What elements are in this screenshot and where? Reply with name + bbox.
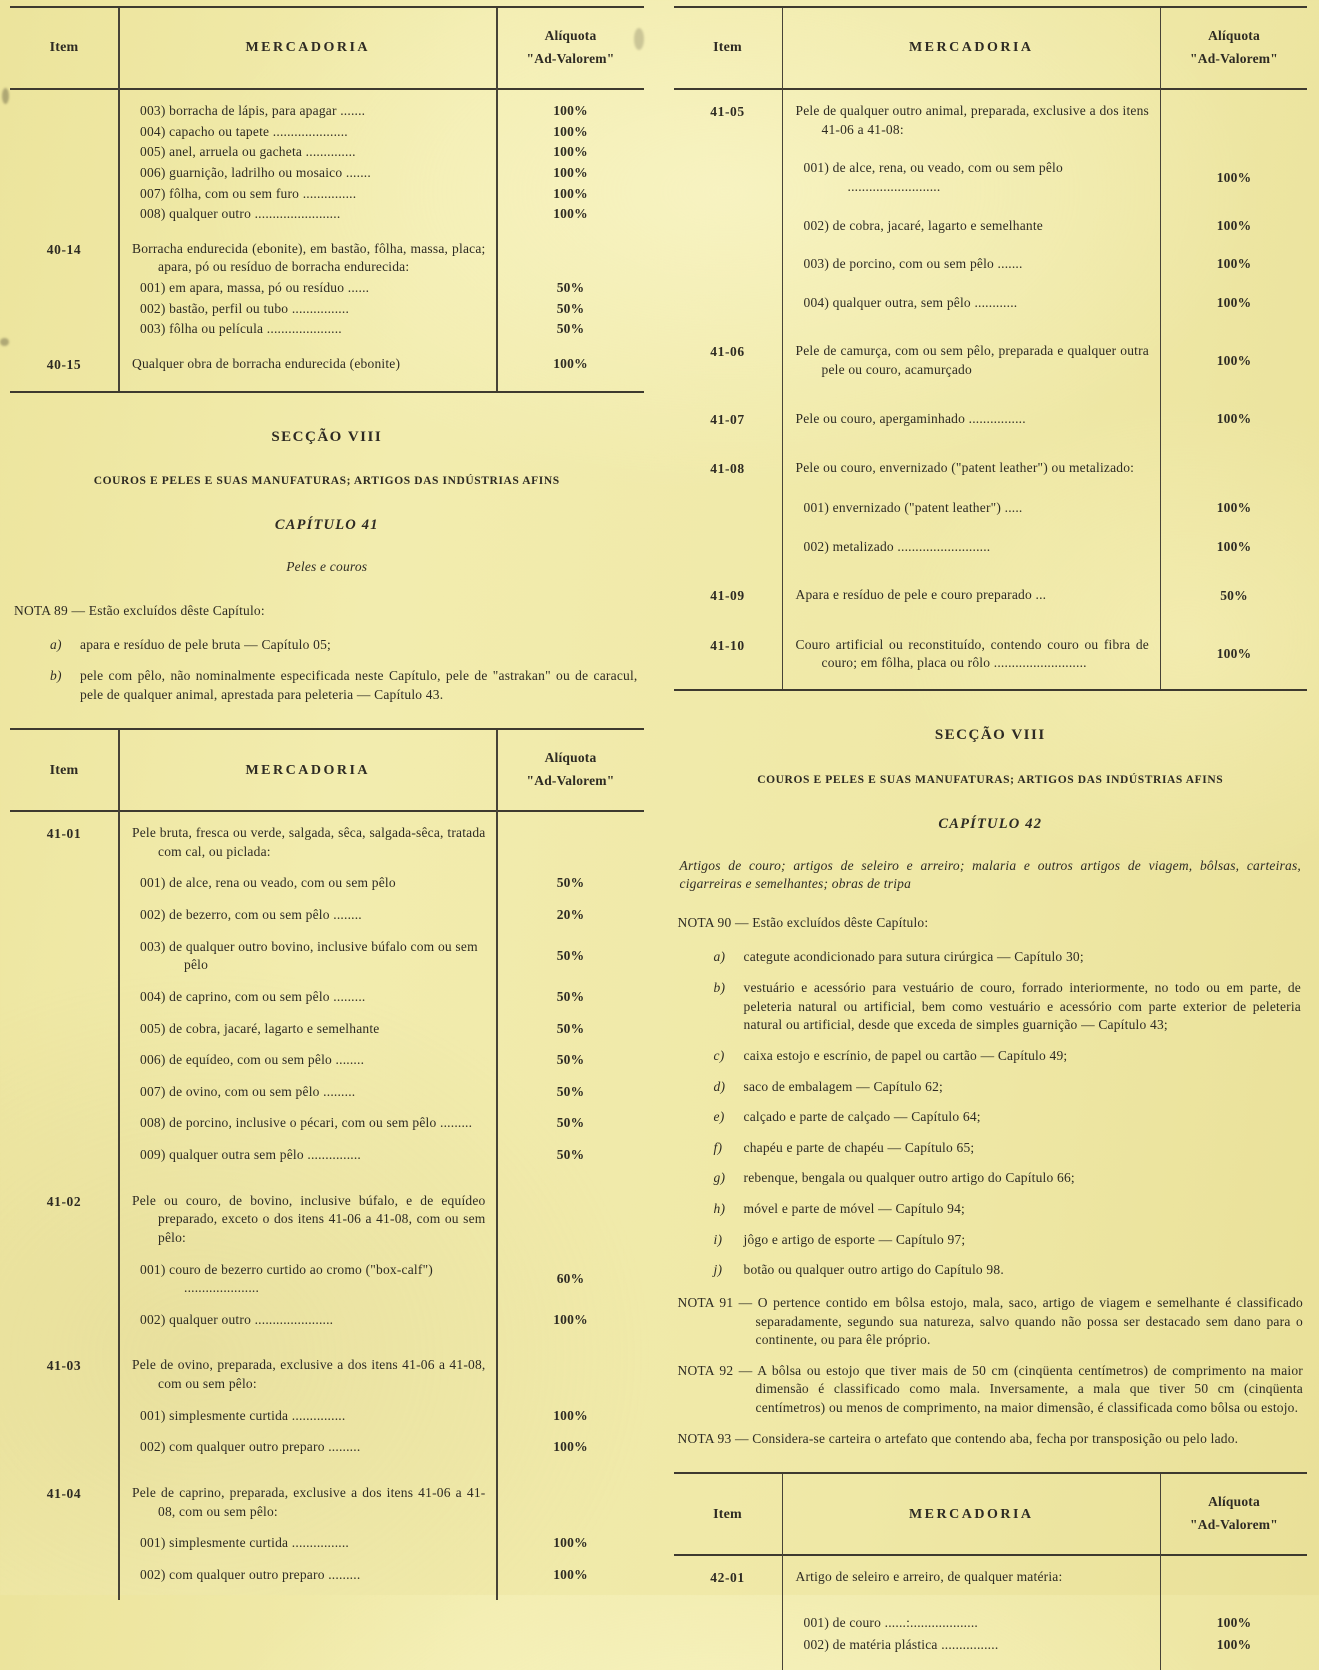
section-subtitle: COUROS E PELES E SUAS MANUFATURAS; ARTIGOS DAS INDÚSTRIAS AFINS (93, 475, 560, 488)
ad-valorem-label: "Ad-Valorem" (526, 773, 615, 789)
item-description: Apara e resíduo de pele e couro preparado ... (795, 587, 1047, 603)
table-body (674, 90, 1308, 689)
item-code (674, 499, 782, 518)
item-rate: 100% (553, 185, 588, 201)
nota-paragraph: NOTA 92 — A bôlsa ou estojo que tiver mais de 50 cm (cinqüenta centímetros) de comprimento na maior dimensão é classificado como mala. Inversamente, a mala que tiver 50 cm (cinqüenta centímetros) ou menos de comprimento, na maior dimensão, é classificada como bôlsa ou estojo. (677, 1362, 1303, 1416)
item-description: Pele ou couro, de bovino, inclusive búfalo, e de equídeo preparado, exceto o dos itens 41-06 a 41-08, com ou sem pêlo: (132, 1192, 486, 1245)
item-code: 41-08 (710, 461, 745, 477)
table-row (674, 255, 1308, 274)
exclusion-list (50, 636, 638, 704)
scan-artifact (2, 88, 9, 104)
exclusion-letter: a) (713, 949, 726, 965)
item-description: 001) couro de bezerro curtido ao cromo ("box-calf") ..................... (140, 1261, 433, 1296)
item-description: 002) de matéria plástica ................ (803, 1636, 999, 1652)
item-code (10, 1311, 118, 1330)
item-code (10, 906, 118, 925)
ad-valorem-label: "Ad-Valorem" (1190, 51, 1278, 66)
table-row (10, 1438, 644, 1457)
item-code (674, 1636, 782, 1655)
table-row (674, 499, 1308, 518)
item-description: 006) guarnição, ladrilho ou mosaico ....... (140, 164, 371, 180)
item-code: 41-09 (710, 588, 745, 604)
table-row (10, 185, 644, 204)
exclusion-letter: a) (50, 637, 62, 653)
item-code: 41-04 (46, 1485, 82, 1501)
table-row (674, 538, 1308, 557)
item-code: 42-01 (710, 1570, 745, 1586)
item-code (10, 1020, 118, 1039)
item-description: Pele de qualquer outro animal, preparada, exclusive a dos itens 41-06 a 41-08: (795, 103, 1149, 137)
item-rate: 100% (553, 1407, 588, 1423)
table-row (674, 159, 1308, 196)
item-code: 41-01 (46, 826, 82, 842)
item-description: 005) de cobra, jacaré, lagarto e semelhante (140, 1020, 380, 1036)
table-row (10, 320, 644, 339)
exclusion-item (714, 1231, 1302, 1250)
exclusion-item (714, 1047, 1302, 1066)
item-rate: 50% (556, 321, 585, 337)
section-subtitle: COUROS E PELES E SUAS MANUFATURAS; ARTIGOS DAS INDÚSTRIAS AFINS (757, 773, 1224, 786)
col-header-aliquota (498, 747, 644, 793)
item-rate: 100% (553, 144, 588, 160)
col-header-item: Item (49, 40, 79, 56)
column-divider (118, 730, 120, 1600)
exclusion-letter: g) (713, 1170, 726, 1186)
item-rate: 100% (1216, 352, 1252, 368)
section-viii-chapter-42 (674, 725, 1308, 1448)
exclusion-text: móvel e parte de móvel — Capítulo 94; (743, 1201, 965, 1217)
item-code (10, 1438, 118, 1457)
item-rate: 100% (1216, 411, 1252, 427)
exclusion-item (50, 636, 638, 655)
table-row (10, 205, 644, 224)
chapter-subtitle: Peles e couros (286, 559, 368, 575)
item-description: 003) de porcino, com ou sem pêlo ....... (803, 256, 1023, 272)
item-description: Qualquer obra de borracha endurecida (ebonite) (132, 355, 401, 371)
item-description: 001) de alce, rena ou veado, com ou sem pêlo (140, 875, 396, 891)
item-code (674, 1614, 782, 1633)
item-rate: 100% (553, 1566, 588, 1582)
col-header-aliquota (498, 25, 644, 71)
tariff-table-left-bottom (10, 728, 644, 1600)
right-column (674, 6, 1308, 1652)
nota-paragraph: NOTA 93 — Considera-se carteira o artefato que contendo aba, fecha por transposição ou pelo lado. (677, 1430, 1239, 1446)
item-description: 001) de couro ......:................... (803, 1614, 978, 1630)
item-rate: 50% (556, 1147, 585, 1163)
item-code: 41-05 (710, 104, 745, 119)
table-row (10, 1566, 644, 1585)
exclusion-text: caixa estojo e escrínio, de papel ou cartão — Capítulo 49; (743, 1047, 1068, 1063)
exclusion-letter: b) (713, 980, 726, 996)
item-code (10, 123, 118, 142)
table-row (10, 1356, 644, 1393)
item-rate: 100% (1216, 169, 1252, 185)
col-header-mercadoria: MERCADORIA (908, 1506, 1034, 1522)
item-description: 007) de ovino, com ou sem pêlo ......... (140, 1083, 356, 1099)
item-code (10, 143, 118, 162)
item-description: 002) qualquer outro ...................... (140, 1311, 334, 1327)
table-row (10, 1146, 644, 1165)
table-row (674, 1636, 1308, 1655)
exclusion-text: saco de embalagem — Capítulo 62; (743, 1078, 943, 1094)
aliquota-label: Alíquota (544, 28, 597, 44)
item-code: 41-03 (46, 1358, 82, 1374)
column-divider (496, 730, 498, 1600)
item-rate: 100% (553, 356, 588, 372)
item-description: 005) anel, arruela ou gacheta .............. (140, 144, 356, 160)
item-code (10, 1407, 118, 1426)
exclusion-text: rebenque, bengala ou qualquer outro artigo do Capítulo 66; (743, 1170, 1075, 1186)
item-description: 001) em apara, massa, pó ou resíduo ...... (140, 280, 370, 295)
item-rate: 100% (553, 103, 588, 118)
exclusion-letter: e) (713, 1109, 725, 1125)
item-code (10, 1261, 118, 1298)
item-code: 41-02 (46, 1193, 82, 1209)
table-row (674, 1614, 1308, 1633)
item-code (10, 1566, 118, 1585)
table-row (10, 1407, 644, 1426)
exclusion-text: chapéu e parte de chapéu — Capítulo 65; (743, 1139, 975, 1155)
table-row (674, 410, 1308, 430)
table-row (10, 279, 644, 298)
item-description: Pele ou couro, envernizado ("patent leather") ou metalizado: (795, 460, 1135, 476)
table-row (10, 1261, 644, 1298)
exclusion-item (714, 1261, 1302, 1280)
table-row (674, 294, 1308, 313)
col-header-aliquota (1161, 1491, 1307, 1537)
item-description: 004) de caprino, com ou sem pêlo ......... (140, 988, 366, 1004)
chapter-description: Artigos de couro; artigos de seleiro e arreiro; malaria e outros artigos de viagem, bôlsas, carteiras, cigarreiras e semelhantes; obras de tripa (679, 857, 1301, 892)
table-row (10, 1534, 644, 1553)
item-description: Couro artificial ou reconstituído, contendo couro ou fibra de couro; em fôlha, placa ou rôlo .......................... (795, 636, 1149, 671)
item-rate: 50% (556, 1020, 585, 1036)
exclusion-text: botão ou qualquer outro artigo do Capítulo 98. (743, 1262, 1004, 1278)
item-code (674, 294, 782, 313)
item-rate: 100% (1216, 294, 1252, 310)
section-viii-chapter-41 (10, 427, 644, 705)
item-code (10, 1051, 118, 1070)
item-description: 007) fôlha, com ou sem furo ............... (140, 185, 357, 201)
table-row (674, 217, 1308, 236)
item-rate: 100% (1216, 499, 1252, 515)
table-row (10, 906, 644, 925)
item-rate: 50% (556, 1052, 585, 1068)
col-header-item: Item (49, 762, 79, 778)
column-divider (496, 8, 498, 391)
item-code (10, 300, 118, 319)
tariff-table-left-top (10, 6, 644, 393)
item-rate: 50% (556, 300, 585, 316)
item-code (10, 1083, 118, 1102)
exclusion-text: apara e resíduo de pele bruta — Capítulo 05; (80, 637, 331, 653)
table-row (10, 1484, 644, 1521)
table-row (674, 1568, 1308, 1588)
exclusion-item (714, 1108, 1302, 1127)
item-code (10, 164, 118, 183)
exclusion-text: categute acondicionado para sutura cirúrgica — Capítulo 30; (743, 949, 1084, 965)
chapter-title: CAPÍTULO 41 (274, 517, 379, 534)
table-row (10, 1114, 644, 1133)
table-row (10, 1051, 644, 1070)
item-rate: 50% (556, 280, 585, 295)
item-code (674, 255, 782, 274)
table-row (10, 1083, 644, 1102)
item-code (10, 938, 118, 975)
item-rate: 20% (556, 907, 585, 923)
table-row (674, 586, 1308, 606)
item-rate: 100% (553, 123, 588, 139)
item-rate: 50% (556, 947, 585, 963)
item-description: 002) metalizado .......................... (803, 538, 991, 554)
item-description: 006) de equídeo, com ou sem pêlo ........ (140, 1052, 365, 1068)
item-description: 001) simplesmente curtida ................ (140, 1535, 349, 1551)
item-description: Artigo de seleiro e arreiro, de qualquer matéria: (795, 1569, 1063, 1585)
exclusion-item (714, 948, 1302, 967)
item-code (674, 538, 782, 557)
table-row (10, 143, 644, 162)
item-code (10, 320, 118, 339)
aliquota-label: Alíquota (544, 750, 597, 766)
item-code: 40-14 (46, 241, 82, 257)
ad-valorem-label: "Ad-Valorem" (526, 51, 615, 66)
column-divider (1160, 8, 1162, 689)
exclusion-letter: d) (713, 1078, 726, 1094)
item-rate: 100% (553, 1535, 588, 1551)
item-description: Pele bruta, fresca ou verde, salgada, sêca, salgada-sêca, tratada com cal, ou piclada: (132, 825, 486, 859)
exclusion-item (714, 1139, 1302, 1158)
item-code (10, 1534, 118, 1553)
item-description: Pele de ovino, preparada, exclusive a dos itens 41-06 a 41-08, com ou sem pêlo: (132, 1357, 486, 1392)
item-description: Borracha endurecida (ebonite), em bastão, fôlha, massa, placa; apara, pó ou resíduo de borracha endurecida: (132, 240, 486, 275)
item-code: 41-06 (710, 344, 745, 360)
item-description: 002) de bezerro, com ou sem pêlo ........ (140, 907, 362, 923)
table-row (674, 102, 1308, 139)
exclusion-text: vestuário e acessório para vestuário de couro, forrado interiormente, no todo ou em parte, de peleteria natural ou artificial, bem como vestuário e acessório com parte exterior de peleteria natural ou artificial, desde que exceda de simples guarnição — Capítulo 43; (743, 980, 1301, 1033)
table-row (10, 824, 644, 861)
col-header-item: Item (713, 1506, 742, 1522)
item-code (10, 185, 118, 204)
exclusion-text: calçado e parte de calçado — Capítulo 64; (743, 1109, 981, 1125)
item-rate: 50% (556, 875, 585, 891)
col-header-aliquota (1161, 25, 1307, 71)
item-rate: 100% (1216, 1636, 1252, 1652)
exclusion-letter: j) (713, 1262, 723, 1278)
item-code: 40-15 (46, 356, 82, 372)
aliquota-label: Alíquota (1208, 28, 1260, 44)
table-header (10, 730, 644, 812)
item-description: 003) de qualquer outro bovino, inclusive búfalo com ou sem pêlo (140, 938, 478, 973)
table-row (674, 342, 1308, 379)
exclusion-letter: c) (713, 1047, 725, 1063)
col-header-mercadoria: MERCADORIA (245, 40, 371, 56)
item-description: 001) envernizado ("patent leather") ..... (803, 499, 1023, 515)
table-row (10, 240, 644, 277)
table-row (10, 123, 644, 142)
table-body (10, 812, 644, 1600)
left-column (10, 6, 644, 1595)
item-description: 002) de cobra, jacaré, lagarto e semelhante (803, 217, 1043, 233)
item-code (674, 217, 782, 236)
item-description: 002) bastão, perfil ou tubo ................ (140, 300, 350, 316)
exclusion-list (714, 948, 1302, 1280)
table-row (674, 459, 1308, 479)
item-code (10, 874, 118, 893)
table-row (10, 874, 644, 893)
item-rate: 100% (1216, 646, 1252, 662)
nota-89-intro: NOTA 89 — Estão excluídos dêste Capítulo: (14, 602, 265, 618)
table-row (10, 300, 644, 319)
item-description: 003) borracha de lápis, para apagar ....... (140, 103, 366, 118)
item-description: 001) de alce, rena, ou veado, com ou sem pêlo .......................... (803, 160, 1063, 194)
item-description: 004) capacho ou tapete ..................... (140, 123, 348, 139)
item-code (10, 205, 118, 224)
item-description: 001) simplesmente curtida ............... (140, 1407, 346, 1423)
nota-paragraph: NOTA 91 — O pertence contido em bôlsa estojo, mala, saco, artigo de viagem e semelhante é classificado separadamente, segundo sua natureza, salvo quando não possa ser destacado sem dano para o continente, ou para êle próprio. (677, 1294, 1303, 1348)
table-row (10, 938, 644, 975)
section-title: SECÇÃO VIII (934, 727, 1046, 743)
item-code (10, 1114, 118, 1133)
tariff-table-right-top (674, 6, 1308, 691)
section-title: SECÇÃO VIII (271, 428, 383, 445)
table-row (674, 636, 1308, 673)
exclusion-item (714, 979, 1302, 1035)
exclusion-item (714, 1169, 1302, 1188)
ad-valorem-label: "Ad-Valorem" (1190, 1517, 1278, 1533)
item-code (10, 102, 118, 121)
item-description: 008) qualquer outro ........................ (140, 206, 341, 222)
item-rate: 50% (556, 1115, 585, 1131)
exclusion-text: jôgo e artigo de esporte — Capítulo 97; (743, 1231, 966, 1247)
exclusion-letter: f) (713, 1139, 723, 1155)
col-header-mercadoria: MERCADORIA (245, 762, 371, 778)
table-body (10, 90, 644, 391)
column-divider (118, 8, 120, 391)
exclusion-text: pele com pêlo, não nominalmente especificada neste Capítulo, pele de "astrakan" ou de caracul, pele de qualquer animal, aprestada para peleteria — Capítulo 43. (80, 667, 638, 702)
exclusion-letter: i) (713, 1231, 723, 1247)
item-rate: 50% (1220, 587, 1248, 603)
item-code: 41-10 (710, 637, 745, 653)
table-row (10, 102, 644, 121)
table-header (10, 8, 644, 90)
item-rate: 60% (556, 1270, 585, 1286)
notas-91-93 (678, 1294, 1304, 1448)
exclusion-item (714, 1078, 1302, 1097)
aliquota-label: Alíquota (1208, 1494, 1260, 1510)
exclusion-item (714, 1200, 1302, 1219)
item-description: Pele de camurça, com ou sem pêlo, preparada e qualquer outra pele ou couro, acamurçado (795, 343, 1149, 377)
item-description: 002) com qualquer outro preparo ......... (140, 1439, 361, 1455)
table-row (10, 355, 644, 375)
exclusion-letter: b) (50, 667, 62, 683)
item-code (10, 1146, 118, 1165)
chapter-title: CAPÍTULO 42 (938, 815, 1043, 832)
table-row (10, 1020, 644, 1039)
table-header (674, 8, 1308, 90)
item-code (10, 279, 118, 298)
item-code (674, 159, 782, 196)
nota-90-intro: NOTA 90 — Estão excluídos dêste Capítulo: (677, 914, 929, 930)
item-rate: 100% (553, 206, 588, 222)
column-divider (782, 1474, 784, 1670)
item-rate: 100% (1216, 1614, 1252, 1630)
item-description: Pele ou couro, apergaminhado ................ (795, 410, 1026, 426)
table-body (674, 1556, 1308, 1670)
item-rate: 50% (556, 1083, 585, 1099)
item-description: 003) fôlha ou película ..................... (140, 321, 342, 337)
item-description: Pele de caprino, preparada, exclusive a dos itens 41-06 a 41-08, com ou sem pêlo: (132, 1484, 486, 1519)
table-row (10, 164, 644, 183)
col-header-item: Item (713, 40, 742, 56)
item-code: 41-07 (710, 411, 745, 427)
table-header (674, 1474, 1308, 1556)
table-row (10, 1311, 644, 1330)
col-header-mercadoria: MERCADORIA (908, 40, 1034, 56)
scan-artifact (0, 338, 9, 346)
item-description: 002) com qualquer outro preparo ......... (140, 1566, 361, 1582)
item-code (10, 988, 118, 1007)
table-row (10, 988, 644, 1007)
item-description: 008) de porcino, inclusive o pécari, com ou sem pêlo ......... (140, 1115, 473, 1131)
item-rate: 100% (1216, 538, 1252, 554)
exclusion-item (50, 667, 638, 704)
item-rate: 100% (553, 164, 588, 180)
table-row (10, 1192, 644, 1248)
tariff-table-right-bottom (674, 1472, 1308, 1670)
item-rate: 100% (1216, 256, 1252, 272)
item-description: 009) qualquer outra sem pêlo ............... (140, 1147, 362, 1163)
item-description: 004) qualquer outra, sem pêlo ............ (803, 294, 1018, 310)
item-rate: 50% (556, 988, 585, 1004)
column-divider (782, 8, 784, 689)
item-rate: 100% (553, 1439, 588, 1455)
item-rate: 100% (1216, 217, 1252, 233)
exclusion-letter: h) (713, 1201, 726, 1217)
item-rate: 100% (553, 1311, 588, 1327)
column-divider (1160, 1474, 1162, 1670)
